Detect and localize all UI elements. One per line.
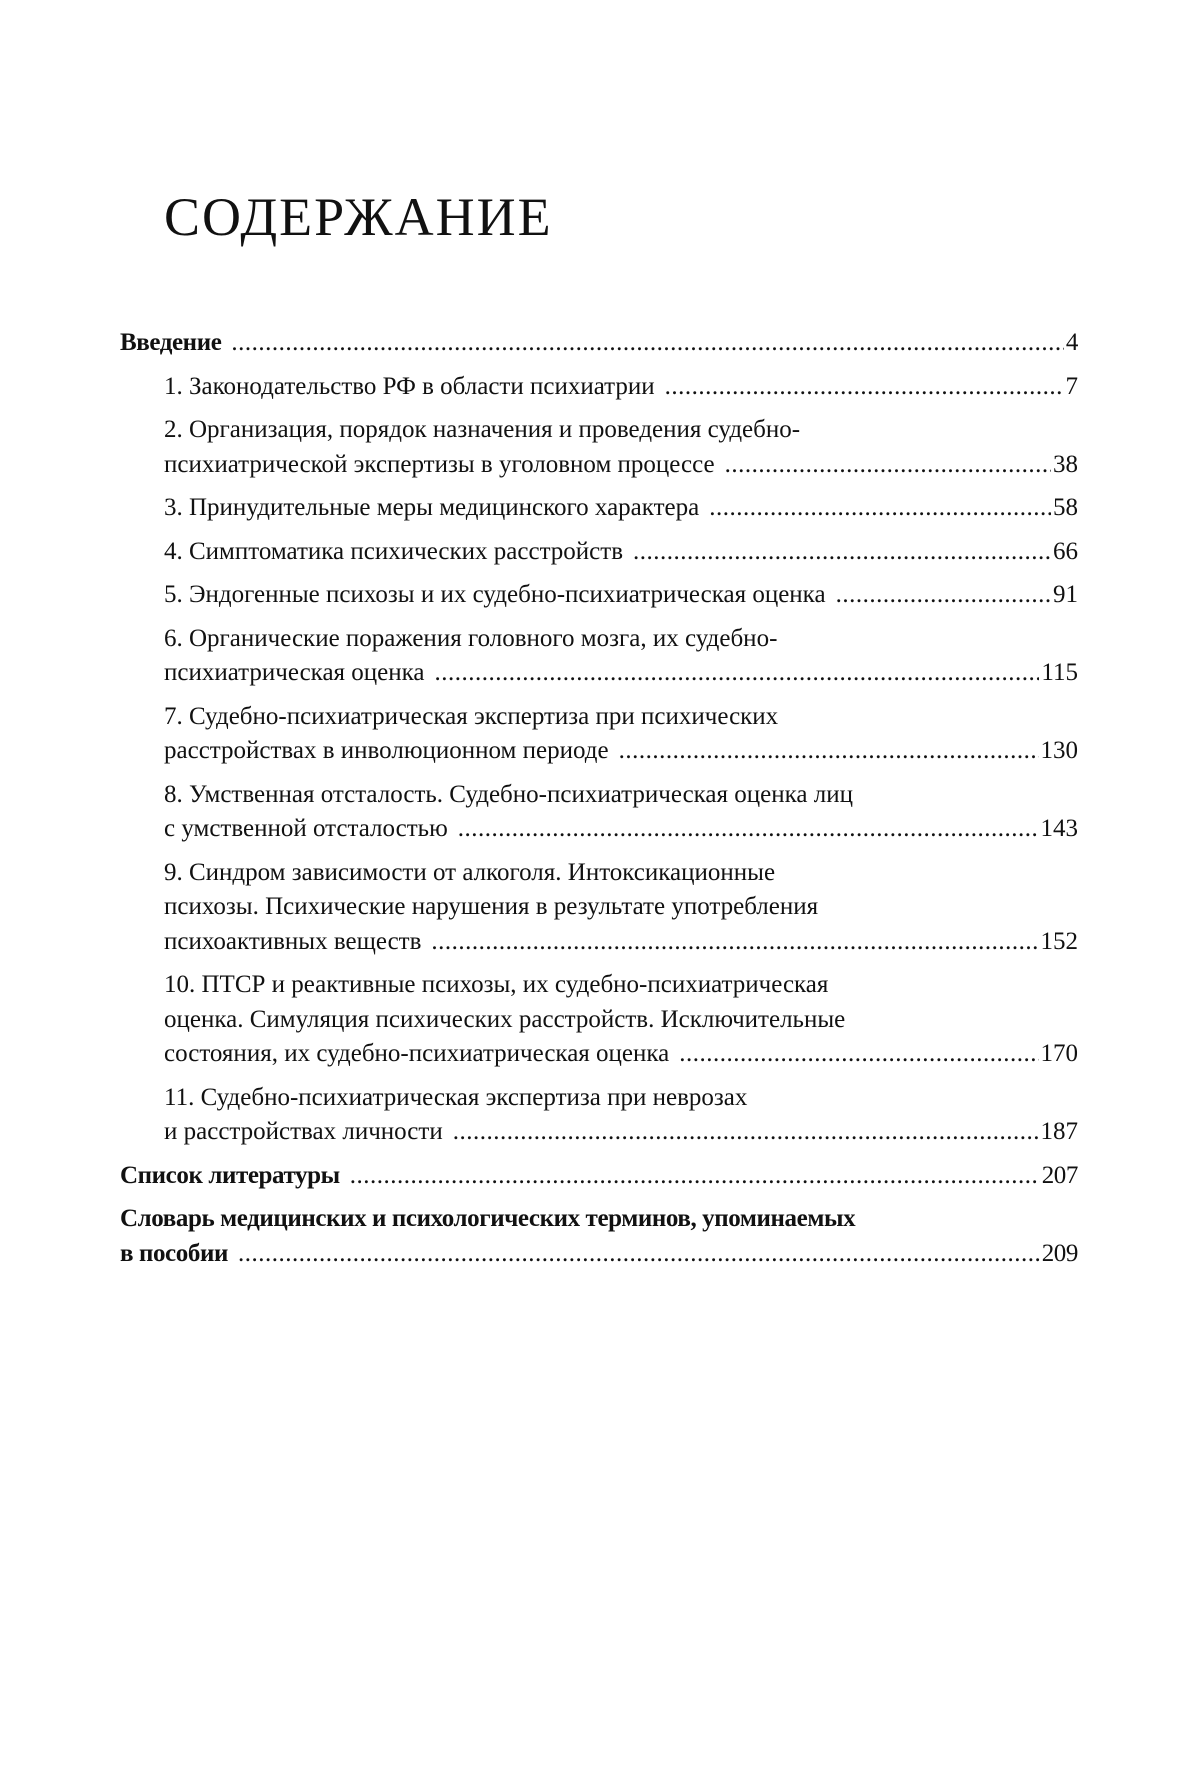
toc-page-number: 38 — [1053, 450, 1078, 478]
dot-leader — [453, 1115, 1039, 1150]
toc-entry-title-line: с умственной отсталостью — [164, 815, 448, 842]
toc-entry — [120, 968, 1078, 1072]
toc-page-number: 58 — [1053, 494, 1078, 521]
toc-entry — [120, 856, 1078, 960]
toc-entry-title-line: 4. Симптоматика психических расстройств — [164, 537, 624, 565]
dot-leader — [231, 326, 1064, 361]
toc-entry-title-line: оценка. Симуляция психических расстройств. Исключительные — [164, 1005, 846, 1033]
toc-page-number: 143 — [1040, 815, 1078, 842]
toc-entry-title-line: 5. Эндогенные психозы и их судебно-психиатрическая оценка — [164, 581, 826, 608]
toc-page-number: 207 — [1041, 1161, 1078, 1189]
toc-entry-title-line: состояния, их судебно-психиатрическая оценка — [164, 1040, 670, 1067]
toc-entry-title-line: 1. Законодательство РФ в области психиатрии — [164, 372, 655, 400]
page-title: СОДЕРЖАНИЕ — [164, 187, 553, 247]
toc-entry-title-line: 2. Организация, порядок назначения и проведения судебно- — [164, 416, 801, 443]
toc-entry-title-line: 9. Синдром зависимости от алкоголя. Интоксикационные — [164, 858, 776, 886]
toc-entry — [120, 778, 1078, 847]
toc-page-number: 4 — [1065, 329, 1078, 356]
toc-entry-title-line: 11. Судебно-психиатрическая экспертиза при неврозах — [164, 1083, 748, 1111]
dot-leader — [435, 656, 1040, 691]
dot-leader — [431, 925, 1038, 960]
dot-leader — [836, 578, 1051, 613]
toc-entry-title-line: Словарь медицинских и психологических терминов, упоминаемых — [120, 1205, 856, 1232]
toc-entry — [120, 1081, 1078, 1150]
toc-page-number: 91 — [1053, 581, 1078, 608]
toc-entry-title-line: 6. Органические поражения головного мозга, их судебно- — [164, 624, 778, 652]
toc-entry-title-line: в пособии — [120, 1239, 228, 1267]
dot-leader — [350, 1159, 1040, 1194]
dot-leader — [238, 1237, 1040, 1272]
toc-entry-title-line: психоактивных веществ — [164, 927, 422, 955]
toc-entry-title-line: психиатрическая оценка — [164, 659, 425, 686]
toc-entry-title-line: 3. Принудительные меры медицинского характера — [164, 494, 700, 521]
toc-entry-title-line: и расстройствах личности — [164, 1118, 443, 1145]
dot-leader — [633, 535, 1051, 570]
toc-page-number: 152 — [1040, 927, 1078, 955]
toc-page-number: 209 — [1041, 1239, 1078, 1267]
dot-leader — [619, 734, 1039, 769]
toc-entry-title-line: психозы. Психические нарушения в результате употребления — [164, 893, 819, 920]
toc-entry-title-line: 8. Умственная отсталость. Судебно-психиатрическая оценка лиц — [164, 780, 853, 808]
dot-leader — [725, 448, 1051, 483]
toc-entry — [120, 578, 1078, 613]
toc-page-number: 187 — [1040, 1118, 1078, 1145]
toc-entry-title-line: Список литературы — [120, 1161, 340, 1189]
toc-entry-title-line: 10. ПТСР и реактивные психозы, их судебно-психиатрическая — [164, 971, 829, 998]
toc-entry — [120, 535, 1078, 570]
toc-entry-title-line: 7. Судебно-психиатрическая экспертиза при психических — [164, 702, 779, 730]
toc-entry-title-line: Введение — [120, 329, 222, 356]
toc-entry — [120, 622, 1078, 691]
toc-page-number: 66 — [1053, 537, 1078, 565]
toc-entry-title-line: расстройствах в инволюционном периоде — [164, 737, 609, 764]
table-of-contents — [120, 326, 1078, 1280]
dot-leader — [709, 491, 1051, 526]
toc-page-number: 7 — [1065, 372, 1078, 400]
toc-page-number: 130 — [1040, 737, 1078, 764]
dot-leader — [665, 370, 1064, 405]
toc-entry — [120, 1202, 1078, 1271]
toc-entry — [120, 326, 1078, 361]
toc-entry — [120, 370, 1078, 405]
toc-entry-title-line: психиатрической экспертизы в уголовном процессе — [164, 450, 715, 478]
toc-entry — [120, 700, 1078, 769]
dot-leader — [679, 1037, 1038, 1072]
dot-leader — [458, 812, 1039, 847]
toc-entry — [120, 491, 1078, 526]
toc-page-number: 115 — [1041, 659, 1078, 686]
toc-entry — [120, 413, 1078, 482]
toc-page-number: 170 — [1040, 1040, 1078, 1067]
toc-entry — [120, 1159, 1078, 1194]
